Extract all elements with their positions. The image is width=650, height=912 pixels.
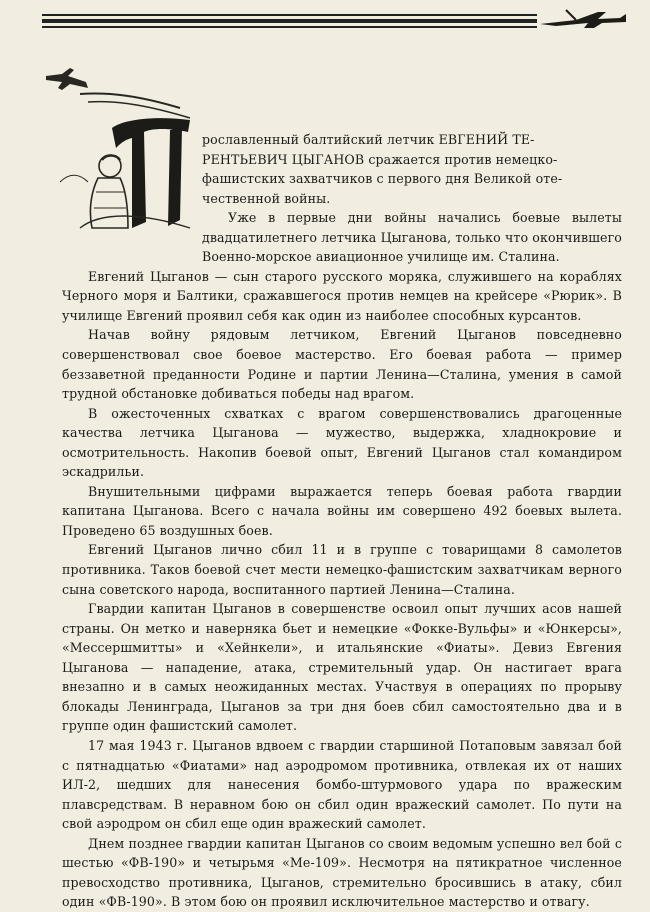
lead-line-2: РЕНТЬЕВИЧ ЦЫГАНОВ сражается против немецко- [202, 151, 558, 167]
paragraph: Евгений Цыганов лично сбил 11 и в группе с товарищами 8 самолетов противника. Таков боевой счет мести немецко-фашистским захватчикам верного сына советского народа, воспитанного партией Ленина—Сталина. [62, 542, 622, 597]
paragraph: 17 мая 1943 г. Цыганов вдвоем с гвардии старшиной Потаповым завязал бой с пятнадцатью «Фиатами» над аэродромом противника, отвлекая их от наших ИЛ-2, шедших для нанесения бомбо-штурмового удара по вражеским плавсредствам. В неравном бою он сбил один вражеский самолет. По пути на свой аэродром он сбил еще один вражеский самолет. [62, 737, 622, 832]
lead-line-1: рославленный балтийский летчик ЕВГЕНИЙ ТЕ- [202, 132, 535, 147]
paragraph: Евгений Цыганов — сын старого русского моряка, служившего на кораблях Черного моря и Балтики, сражавшегося против немцев на крейсере «Рюрик». В училище Евгений проявил себя как один из наиболее способных курсантов. [62, 268, 622, 323]
lead-line-3: фашистских захватчиков с первого дня Великой оте- [202, 171, 563, 187]
paragraph: Начав войну рядовым летчиком, Евгений Цыганов повседневно совершенствовал свое боевое мастерство. Его боевая работа — пример беззаветной преданности Родине и партии Ленина—Сталина, умения в самой трудной обстановке добиваться победы над врагом. [62, 327, 622, 402]
header-rule [42, 14, 537, 30]
lead-paragraph [62, 130, 622, 208]
paragraph: Гвардии капитан Цыганов в совершенстве освоил опыт лучших асов нашей страны. Он метко и наверняка бьет и немецкие «Фокке-Вульфы» и «Юнкерсы», «Мессершмитты» и «Хейнкели», и итальянские «Фиаты». Девиз Евгения Цыганова — нападение, атака, стремительный удар. Он настигает врага внезапно и в самых неожиданных местах. Участвуя в операциях по прорыву блокады Ленинграда, Цыганов за три дня боев сбил самостоятельно два и в группе один фашистский самолет. [62, 601, 622, 734]
paragraph: Уже в первые дни войны начались боевые вылеты двадцатилетнего летчика Цыганова, только что окончившего Военно-морское авиационное училище им. Сталина. [202, 210, 622, 265]
plane-icon [536, 6, 628, 32]
lead-line-4: чественной войны. [202, 190, 331, 206]
article-body [62, 130, 622, 912]
paragraph: Внушительными цифрами выражается теперь боевая работа гвардии капитана Цыганова. Всего с начала войны им совершено 492 боевых вылета. Проведено 65 воздушных боев. [62, 483, 622, 538]
paragraph: Днем позднее гвардии капитан Цыганов со своим ведомым успешно вел бой с шестью «ФВ-190» и четырьмя «Ме-109». Несмотря на пятикратное численное превосходство противника, Цыганов, стремительно бросившись в атаку, сбил один «ФВ-190». В этом бою он проявил исключительное мастерство и отвагу. [62, 835, 622, 910]
paragraph: В ожесточенных схватках с врагом совершенствовались драгоценные качества летчика Цыганова — мужество, выдержка, хладнокровие и осмотрительность. Накопив боевой опыт, Евгений Цыганов стал командиром эскадрильи. [62, 405, 622, 480]
